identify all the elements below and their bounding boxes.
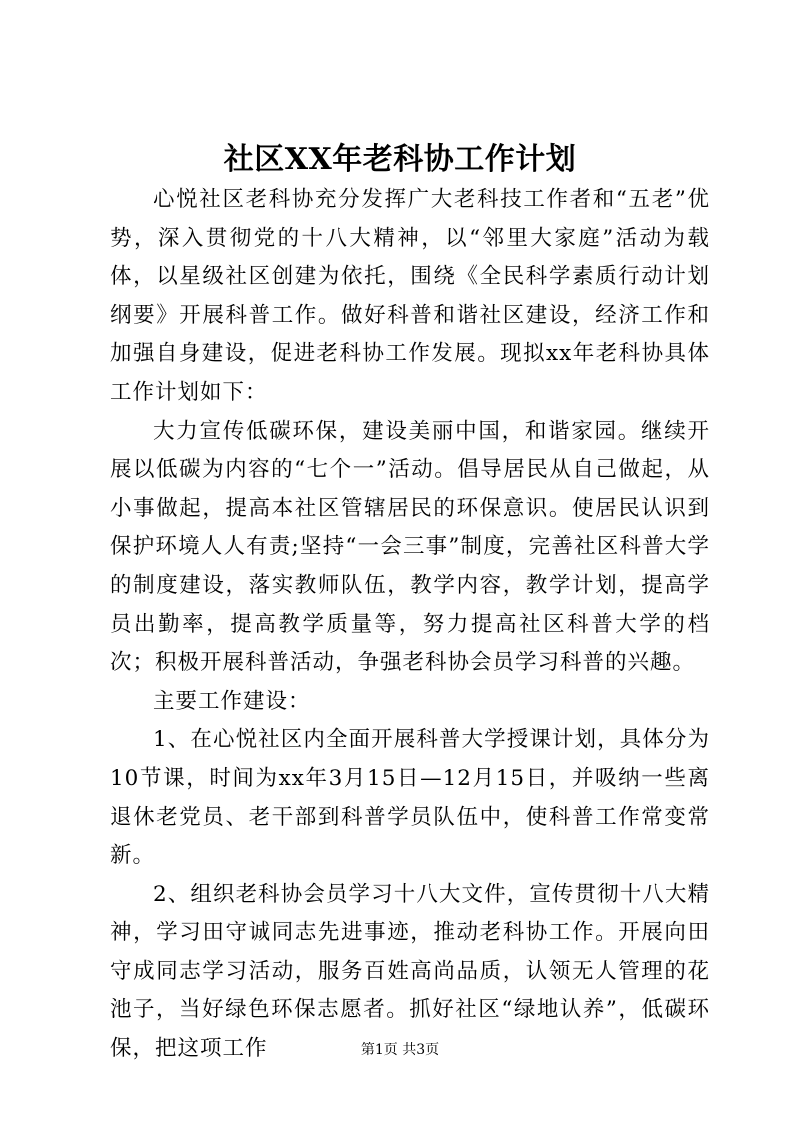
document-title: 社区XX年老科协工作计划 [223,142,577,177]
document-body [110,181,710,1069]
page-footer: 第1页 共3页 [360,1042,440,1058]
paragraph-main-heading: 主要工作建设： [153,688,311,714]
paragraph-item-2: 2、组织老科协会员学习十八大文件，宣传贯彻十八大精神，学习田守诚同志先进事迹，推动老科协工作。开展向田守成同志学习活动，服务百姓高尚品质，认领无人管理的花池子，当好绿色环保志愿者。抓好社区“绿地认养”，低碳环保，把这项工作 [110,881,710,1062]
paragraph-intro: 心悦社区老科协充分发挥广大老科技工作者和“五老”优势，深入贯彻党的十八大精神，以“邻里大家庭”活动为载体，以星级社区创建为依托，围绕《全民科学素质行动计划纲要》开展科普工作。做好科普和谐社区建设，经济工作和加强自身建设，促进老科协工作发展。现拟xx年老科协具体工作计划如下： [110,187,710,405]
paragraph-item-1: 1、在心悦社区内全面开展科普大学授课计划，具体分为10节课，时间为xx年3月15日—12月15日，并吸纳一些离退休老党员、老干部到科普学员队伍中，使科普工作常变常新。 [110,727,710,869]
paragraph-environment: 大力宣传低碳环保，建设美丽中国，和谐家园。继续开展以低碳为内容的“七个一”活动。倡导居民从自己做起，从小事做起，提高本社区管辖居民的环保意识。使居民认识到保护环境人人有责;坚持“一会三事”制度，完善社区科普大学的制度建设，落实教师队伍，教学内容，教学计划，提高学员出勤率，提高教学质量等，努力提高社区科普大学的档次；积极开展科普活动，争强老科协会员学习科普的兴趣。 [110,418,710,676]
